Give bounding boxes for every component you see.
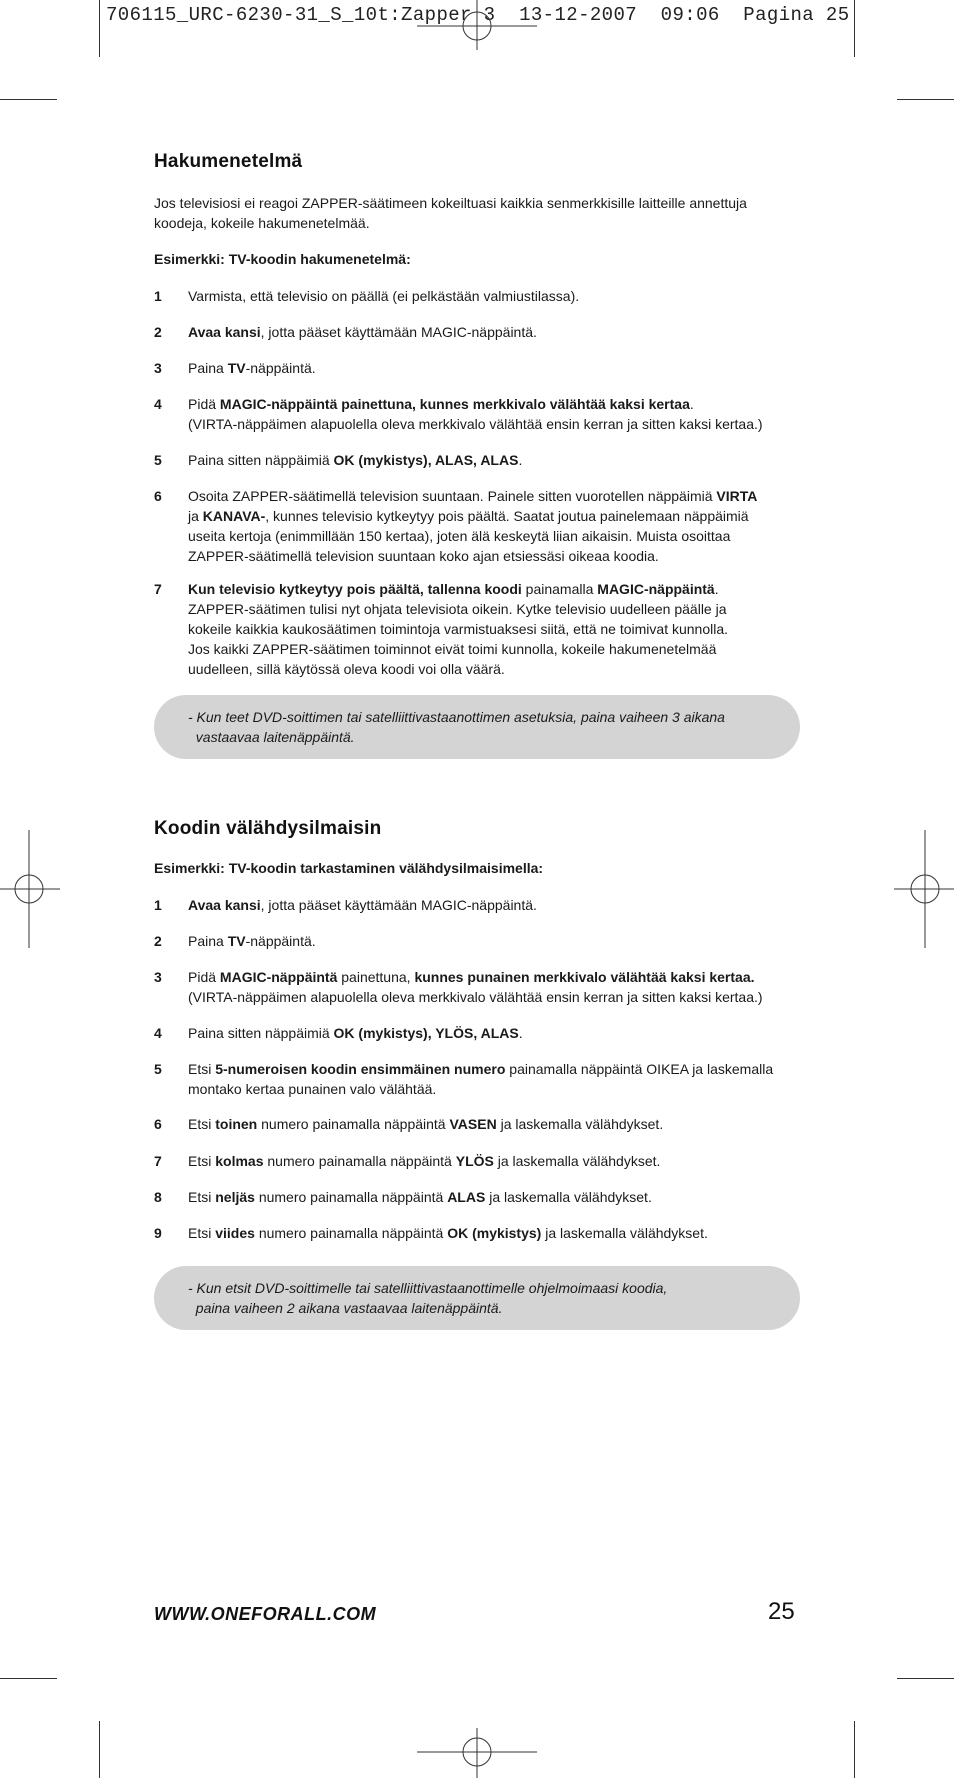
step-text: Pidä MAGIC-näppäintä painettuna, kunnes merkkivalo välähtää kaksi kertaa. (VIRTA-näppäimen alapuolella oleva merkkivalo välähtää ensin kerran ja sitten kaksi kertaa.): [188, 396, 763, 432]
bold-text: Avaa kansi: [188, 324, 261, 340]
step-number: 5: [154, 1061, 162, 1077]
step-number: 5: [154, 452, 162, 468]
example-heading: Esimerkki: TV-koodin tarkastaminen välähdysilmaisimella:: [154, 860, 544, 876]
bold-text: neljäs: [215, 1189, 255, 1205]
bold-text: kolmas: [215, 1153, 264, 1169]
step-text: Pidä MAGIC-näppäintä painettuna, kunnes punainen merkkivalo välähtää kaksi kertaa. (VIRTA-näppäimen alapuolella oleva merkkivalo välähtää ensin kerran ja sitten kaksi kertaa.): [188, 969, 763, 1005]
crop-mark-top-left-horizontal: [0, 99, 57, 100]
step-text: Etsi viides numero painamalla näppäintä OK (mykistys) ja laskemalla välähdykset.: [188, 1225, 708, 1241]
step-text: Paina sitten näppäimiä OK (mykistys), ALAS, ALAS.: [188, 452, 523, 468]
section-title-search-method: Hakumenetelmä: [154, 151, 303, 172]
step-number: 1: [154, 288, 162, 304]
step-text: Avaa kansi, jotta pääset käyttämään MAGIC-näppäintä.: [188, 324, 537, 340]
example-heading: Esimerkki: TV-koodin hakumenetelmä:: [154, 251, 411, 267]
registration-mark-bottom: [417, 1728, 537, 1778]
bold-text: OK (mykistys), YLÖS, ALAS: [333, 1025, 519, 1041]
step-number: 3: [154, 969, 162, 985]
crop-mark-top-right-vertical: [854, 0, 855, 57]
step-text: Paina sitten näppäimiä OK (mykistys), YLÖS, ALAS.: [188, 1025, 523, 1041]
step-text: Etsi neljäs numero painamalla näppäintä ALAS ja laskemalla välähdykset.: [188, 1189, 652, 1205]
bold-text: OK (mykistys): [447, 1225, 542, 1241]
crop-mark-top-left-vertical: [99, 0, 100, 57]
bold-text: ALAS: [447, 1189, 486, 1205]
bold-text: MAGIC-näppäintä painettuna, kunnes merkkivalo välähtää kaksi kertaa: [219, 396, 690, 412]
crop-mark-bottom-left-vertical: [99, 1721, 100, 1778]
step-text: Osoita ZAPPER-säätimellä television suuntaan. Painele sitten vuorotellen näppäimiä VIRTA ja KANAVA-, kunnes televisio kytkeytyy pois päältä. Saatat joutua painelemaan näppäimiä useita kertoja (enimmillään 150 kertaa), joten älä keskeytä liian aikaisin. Muista osoittaa ZAPPER-säätimellä television suuntaan koko ajan etsiessäsi oikeaa koodia.: [188, 488, 758, 564]
step-number: 9: [154, 1225, 162, 1241]
note-line: - Kun teet DVD-soittimen tai satelliittivastaanottimen asetuksia, paina vaiheen 3 aikana: [188, 709, 725, 725]
bold-text: TV: [227, 360, 246, 376]
step-text: Etsi toinen numero painamalla näppäintä VASEN ja laskemalla välähdykset.: [188, 1116, 664, 1132]
step-text: Etsi kolmas numero painamalla näppäintä YLÖS ja laskemalla välähdykset.: [188, 1153, 661, 1169]
step-text: Paina TV-näppäintä.: [188, 360, 316, 376]
page-number: 25: [768, 1598, 795, 1625]
step-number: 2: [154, 933, 162, 949]
step-number: 1: [154, 897, 162, 913]
bold-text: MAGIC-näppäintä: [219, 969, 338, 985]
bold-text: Kun televisio kytkeytyy pois päältä, tallenna koodi: [188, 581, 522, 597]
registration-mark-left: [0, 830, 60, 948]
step-number: 2: [154, 324, 162, 340]
bold-text: MAGIC-näppäintä: [597, 581, 715, 597]
bold-text: KANAVA-: [202, 508, 266, 524]
crop-mark-bottom-right-vertical: [854, 1721, 855, 1778]
registration-mark-right: [894, 830, 954, 948]
bold-text: 5-numeroisen koodin ensimmäinen numero: [215, 1061, 506, 1077]
note-box: [154, 1266, 800, 1330]
note-line: vastaavaa laitenäppäintä.: [188, 729, 355, 745]
bold-text: TV: [227, 933, 246, 949]
step-number: 4: [154, 396, 162, 412]
website-link[interactable]: WWW.ONEFORALL.COM: [154, 1604, 377, 1624]
bold-text: YLÖS: [455, 1153, 494, 1169]
step-number: 4: [154, 1025, 162, 1041]
step-number: 6: [154, 488, 162, 504]
bold-text: VASEN: [449, 1116, 497, 1132]
note-line: paina vaiheen 2 aikana vastaavaa laitenäppäintä.: [188, 1300, 503, 1316]
step-number: 6: [154, 1116, 162, 1132]
crop-mark-bottom-left-horizontal: [0, 1678, 57, 1679]
registration-mark-top: [417, 0, 537, 50]
bold-text: viides: [215, 1225, 255, 1241]
crop-mark-bottom-right-horizontal: [897, 1678, 954, 1679]
bold-text: kunnes punainen merkkivalo välähtää kaksi kertaa.: [414, 969, 755, 985]
step-text: Etsi 5-numeroisen koodin ensimmäinen numero painamalla näppäintä OIKEA ja laskemalla montako kertaa punainen valo välähtää.: [188, 1061, 774, 1097]
step-text: Avaa kansi, jotta pääset käyttämään MAGIC-näppäintä.: [188, 897, 537, 913]
step-number: 8: [154, 1189, 162, 1205]
step-number: 3: [154, 360, 162, 376]
bold-text: toinen: [215, 1116, 258, 1132]
note-box: [154, 695, 800, 759]
section-title-flash-indicator: Koodin välähdysilmaisin: [154, 818, 382, 839]
bold-text: VIRTA: [716, 488, 758, 504]
bold-text: OK (mykistys), ALAS, ALAS: [333, 452, 519, 468]
note-line: - Kun etsit DVD-soittimelle tai satelliittivastaanottimelle ohjelmoimaasi koodia,: [188, 1280, 668, 1296]
step-text: Paina TV-näppäintä.: [188, 933, 316, 949]
step-number: 7: [154, 1153, 162, 1169]
bold-text: Avaa kansi: [188, 897, 261, 913]
print-slug: 706115_URC-6230-31_S_10t:Zapper 3 13-12-2007 09:06 Pagina 25: [106, 4, 850, 26]
step-text: Varmista, että televisio on päällä (ei pelkästään valmiustilassa).: [188, 288, 580, 304]
intro-paragraph: Jos televisiosi ei reagoi ZAPPER-säätimeen kokeiltuasi kaikkia senmerkkisille laitteille annettuja koodeja, kokeile hakumenetelmää.: [154, 195, 747, 231]
step-text: Kun televisio kytkeytyy pois päältä, tallenna koodi painamalla MAGIC-näppäintä. ZAPPER-säätimen tulisi nyt ohjata televisiota oikein. Kytke televisio uudelleen päälle ja kokeile kaikkia kaukosäätimen toimintoja varmistuaksesi siitä, että ne toimivat kunnolla. Jos kaikki ZAPPER-säätimen toiminnot eivät toimi kunnolla, kokeile hakumenetelmää uudelleen, sillä käytössä oleva koodi voi olla väärä.: [188, 581, 729, 677]
step-number: 7: [154, 581, 162, 597]
crop-mark-top-right-horizontal: [897, 99, 954, 100]
